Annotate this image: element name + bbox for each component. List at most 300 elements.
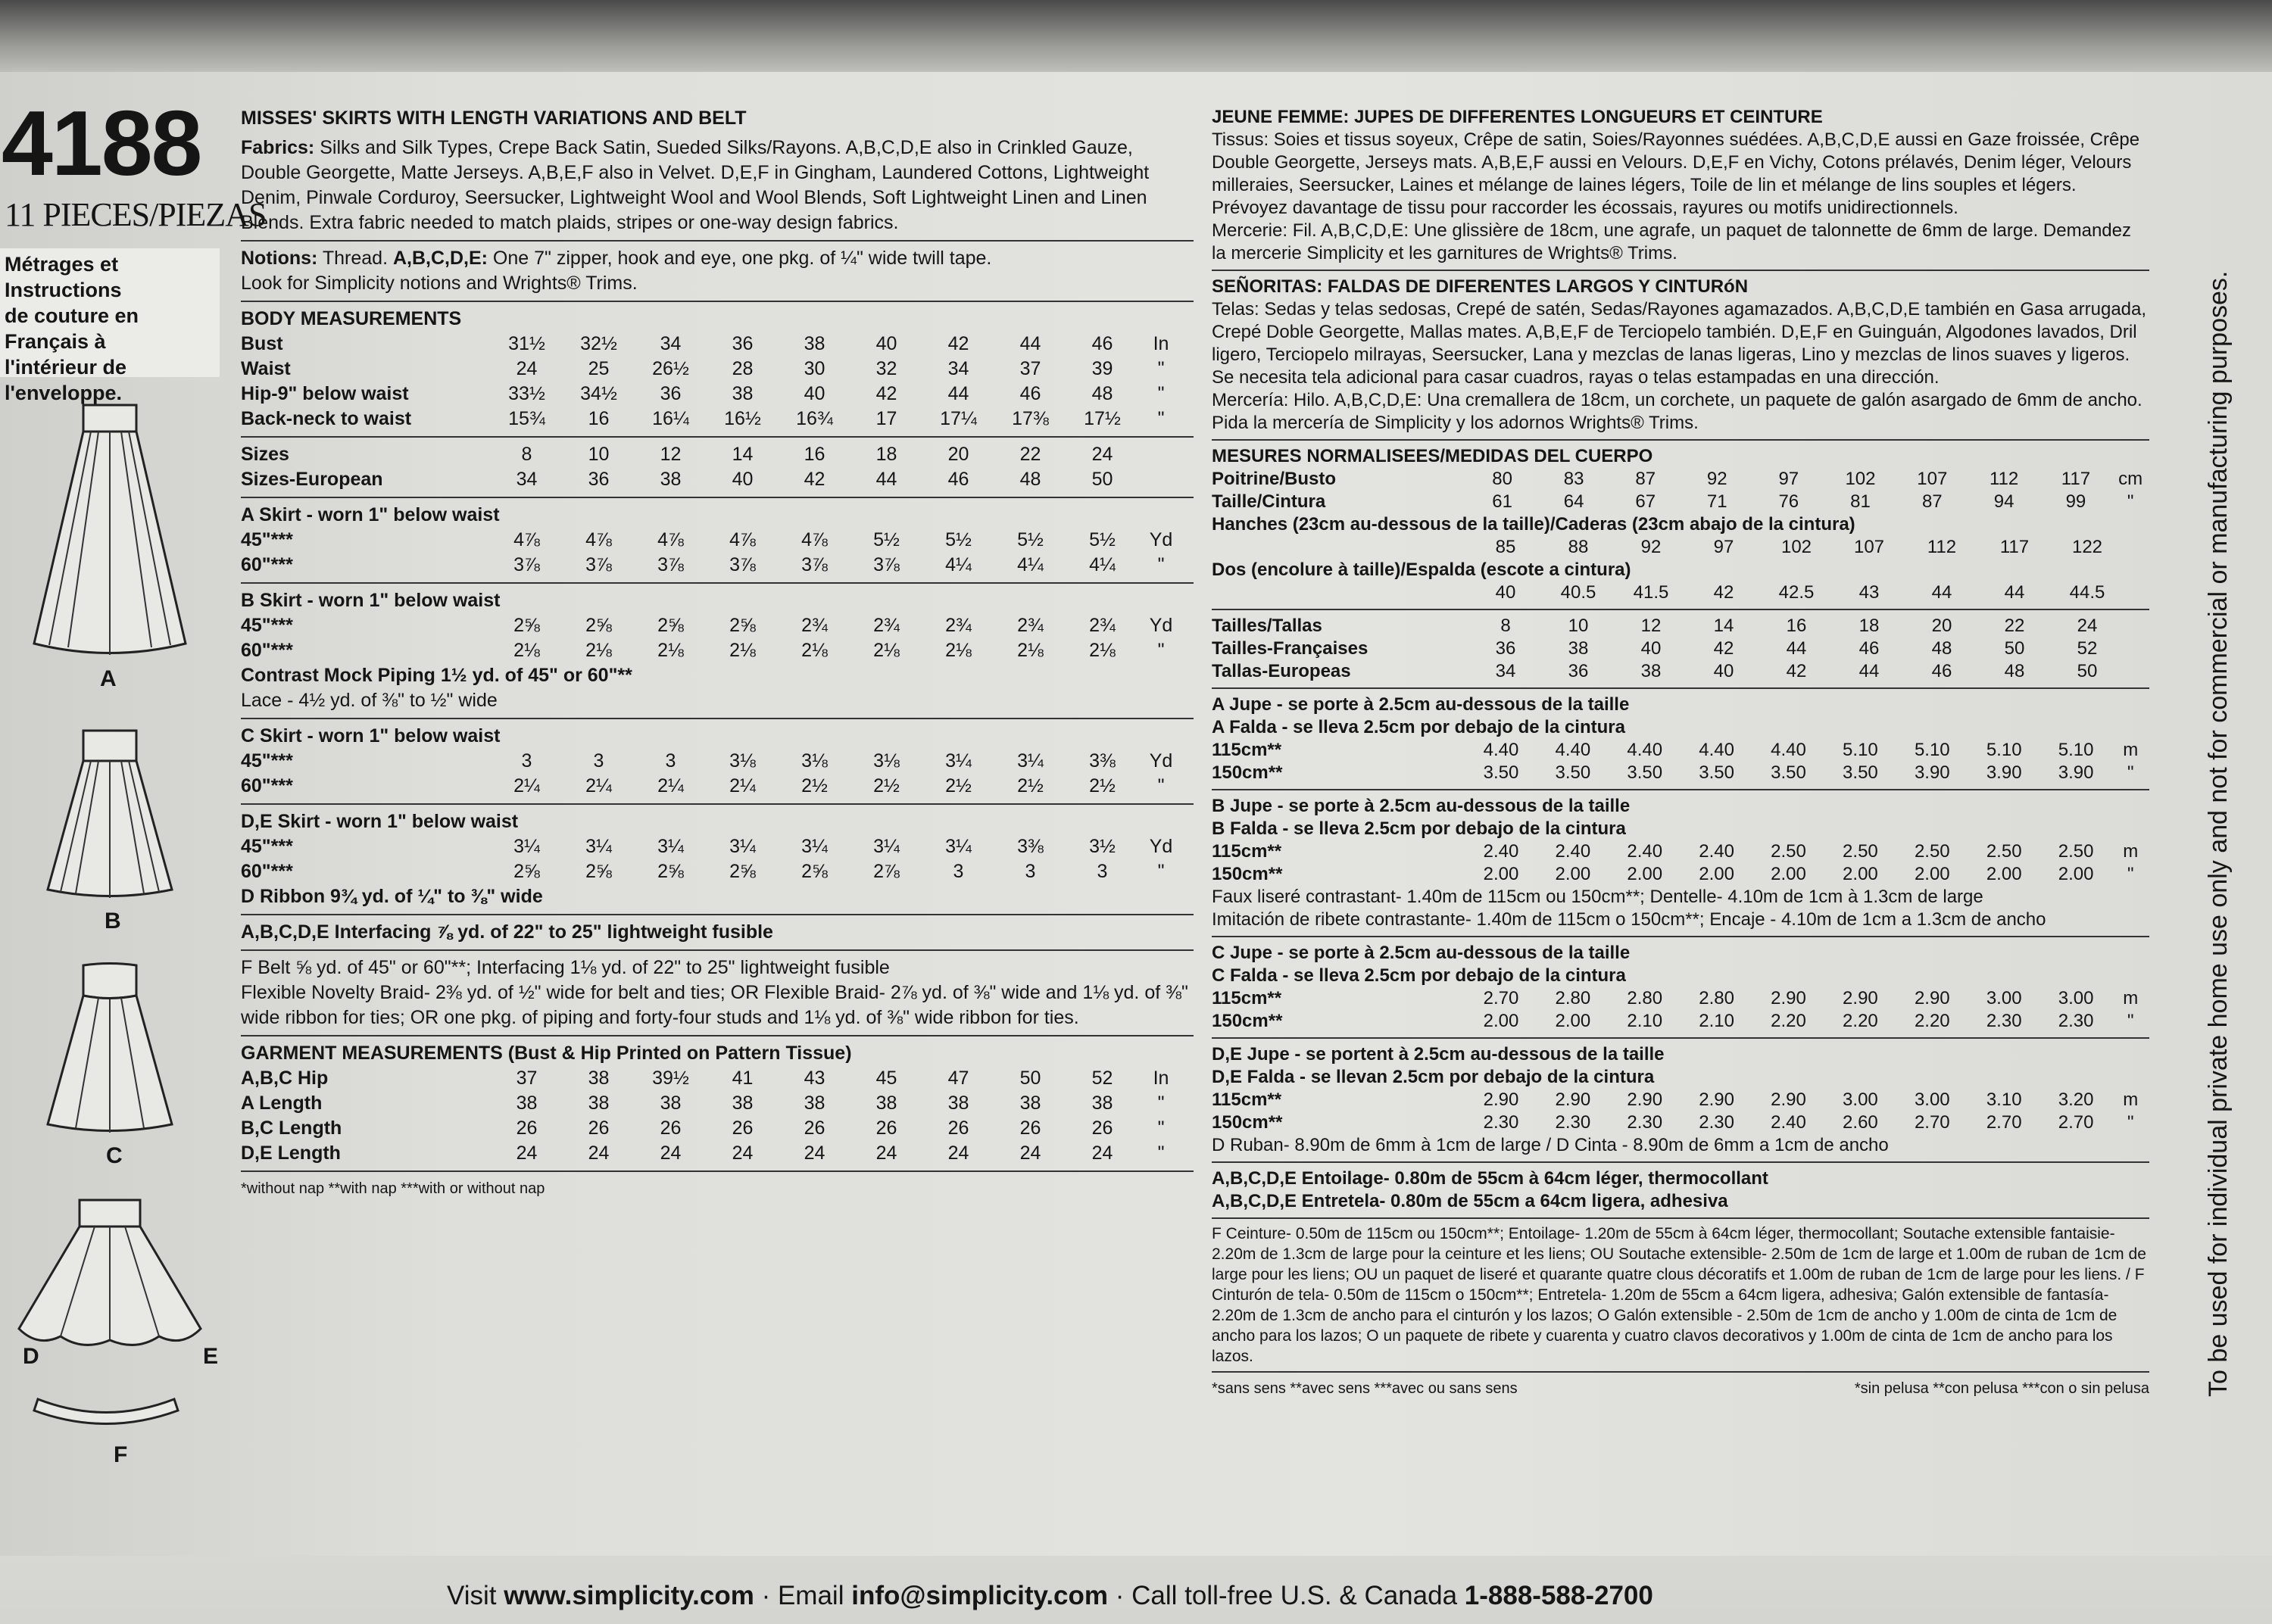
view-header: C Falda - se lleva 2.5cm por debajo de la cintura — [1212, 965, 1626, 986]
row-value: 3¼ — [657, 836, 684, 857]
view-header: D,E Skirt - worn 1" below waist — [241, 811, 519, 832]
row-value: 48 — [1091, 383, 1113, 404]
row-value: 2⅝ — [657, 615, 684, 636]
row-value: 33½ — [508, 383, 545, 404]
row-value: 5.10 — [1914, 740, 1950, 760]
view-label-e: E — [203, 1344, 219, 1369]
measure-row — [241, 774, 1184, 799]
row-value: 2¾ — [801, 615, 828, 636]
row-value: 31½ — [508, 333, 545, 354]
row-value: 24 — [2077, 616, 2098, 636]
row-unit: " — [1157, 775, 1165, 796]
row-value: 102 — [1780, 537, 1812, 557]
row-value: 38 — [660, 469, 682, 490]
row-value: 2½ — [1089, 775, 1116, 796]
row-value: 47 — [947, 1068, 969, 1089]
row-label: Waist — [241, 358, 291, 379]
row-value: 24 — [804, 1142, 825, 1164]
row-value: 46 — [947, 469, 969, 490]
row-value: 2.90 — [1843, 988, 1878, 1008]
row-value: 38 — [588, 1068, 610, 1089]
measure-row — [1212, 660, 2124, 683]
footer-email-pre: · Email — [754, 1581, 852, 1610]
row-value: 24 — [732, 1142, 754, 1164]
row-value: 61 — [1492, 491, 1512, 512]
footer-email-link[interactable]: info@simplicity.com — [851, 1581, 1109, 1610]
row-value: 2.90 — [1555, 1089, 1591, 1110]
row-label: B,C Length — [241, 1117, 342, 1139]
telas-paragraph: Telas: Sedas y telas sedosas, Crepé de satén, Sedas/Rayones agamazados. A,B,C,D,E también en Gasa arrugada, Crepé Doble Georgette, Mallas mates. A,B,E,F de Terciopelo también. D,E,F en Guinguán, Algodones lavados, Dril ligero, Terciopelo milrayas, Seersucker, Lana y mezclas de lanas ligeras, Lino y mezclas de linos suaves y ligeros. Se necesita tela adicional para casar cuadros, rayas o telas estampadas en una dirección. — [1212, 299, 2147, 388]
row-value: 2⅝ — [657, 861, 684, 882]
row-unit: " — [1157, 861, 1165, 882]
row-value: 92 — [1706, 469, 1727, 489]
row-unit: m — [2123, 740, 2139, 760]
row-value: 2.30 — [1699, 1112, 1734, 1133]
row-value: 32 — [875, 358, 897, 379]
row-value: 12 — [1640, 616, 1662, 636]
row-value: 3.50 — [1555, 762, 1591, 783]
row-unit: " — [1157, 1142, 1165, 1164]
row-value: 39 — [1091, 358, 1113, 379]
row-value: 80 — [1492, 469, 1512, 489]
row-value: 2.30 — [1483, 1112, 1519, 1133]
row-label: 45"*** — [241, 836, 293, 857]
row-value: 97 — [1713, 537, 1734, 557]
view-header: D,E Falda - se llevan 2.5cm por debajo de la cintura — [1212, 1067, 1655, 1087]
fabrics-text: Silks and Silk Types, Crepe Back Satin, Sueded Silks/Rayons. A,B,C,D,E also in Crinkled Gauze, Double Georgette, Matte Jerseys. A,B,E,F also in Velvet. D,E,F in Gingham, Laundered Cottons, Lightweight Denim, Pinwale Corduroy, Seersucker, Lightweight Wool and Wool Blends, Soft Lightweight Linen and Linen Blends. Extra fabric needed to match plaids, stripes or one-way design fabrics. — [241, 137, 1150, 233]
row-value: 2⅛ — [585, 640, 612, 661]
row-unit: " — [1157, 554, 1165, 575]
row-value: 2.70 — [1483, 988, 1519, 1008]
row-value: 3¼ — [801, 836, 828, 857]
row-value: 40 — [1640, 638, 1662, 659]
row-value: 4.40 — [1699, 740, 1734, 760]
row-value: 36 — [660, 383, 682, 404]
row-label: 45"*** — [241, 529, 293, 550]
row-value: 40.5 — [1560, 582, 1596, 603]
row-value: 42 — [1713, 638, 1734, 659]
row-value: 5½ — [1089, 529, 1116, 550]
row-value: 2⅝ — [729, 861, 756, 882]
row-label: 60"*** — [241, 554, 293, 575]
french-footnotes — [1212, 1371, 2149, 1400]
row-value: 97 — [1778, 469, 1799, 489]
hanches-label: Hanches (23cm au-dessous de la taille)/Caderas (23cm abajo de la cintura) — [1212, 514, 1855, 535]
row-value: 44 — [1786, 638, 1807, 659]
row-value: 26 — [660, 1117, 682, 1139]
view-header: C Jupe - se porte à 2.5cm au-dessous de la taille — [1212, 943, 1631, 963]
entoilage-notes — [1212, 1161, 2149, 1213]
row-value: 38 — [1019, 1093, 1041, 1114]
row-value: 34 — [947, 358, 969, 379]
row-value: 38 — [875, 1093, 897, 1114]
row-unit: cm — [2118, 469, 2143, 489]
footer-phone: 1-888-588-2700 — [1464, 1581, 1653, 1610]
row-value: 2.10 — [1627, 1011, 1663, 1031]
view-label-c: C — [106, 1143, 123, 1168]
row-unit: Yd — [1149, 615, 1173, 636]
row-label: 150cm** — [1212, 1011, 1283, 1031]
mercerie-paragraph: Mercerie: Fil. A,B,C,D,E: Une glissière de 18cm, une agrafe, un paquet de talonnette de 6mm de large. Demandez la mercerie Simplicity et les garnitures de Wrights® Trims. — [1212, 220, 2131, 263]
row-value: 8 — [1500, 616, 1511, 636]
row-value: 17¼ — [940, 408, 977, 429]
footer-visit: Visit — [447, 1581, 504, 1610]
row-value: 26 — [516, 1117, 538, 1139]
row-unit: " — [2127, 864, 2134, 884]
view-header: A Skirt - worn 1" below waist — [241, 504, 500, 525]
merceria-paragraph: Mercería: Hilo. A,B,C,D,E: Una cremallera de 18cm, un corchete, un paquete de galón asargado de 6mm de ancho. Pida la mercería de Simplicity y los adornos Wrights® Trims. — [1212, 390, 2142, 433]
notions-text-2: One 7" zipper, hook and eye, one pkg. of ¼" wide twill tape. — [487, 248, 992, 269]
row-value: 24 — [588, 1142, 610, 1164]
row-value: 16 — [804, 444, 825, 465]
footnote-fr: *sans sens **avec sens ***avec ou sans sens — [1212, 1380, 1518, 1397]
row-unit — [1138, 467, 1184, 492]
view-extra-note: Lace - 4½ yd. of ⅜" to ½" wide — [241, 690, 498, 711]
view-label-b: B — [105, 909, 121, 934]
footer-contact — [447, 1581, 1653, 1611]
row-value: 76 — [1778, 491, 1799, 512]
row-value: 38 — [660, 1093, 682, 1114]
row-value: 46 — [1019, 383, 1041, 404]
row-value: 46 — [1931, 661, 1952, 681]
row-value: 43 — [1858, 582, 1880, 603]
row-value: 38 — [732, 1093, 754, 1114]
row-value: 2.80 — [1627, 988, 1663, 1008]
measure-row — [241, 1116, 1184, 1141]
measure-row — [1212, 840, 2149, 863]
row-value: 39½ — [652, 1068, 689, 1089]
row-value: 17⅜ — [1012, 408, 1049, 429]
row-value: 3.90 — [1914, 762, 1950, 783]
row-value: 18 — [875, 444, 897, 465]
row-value: 15¾ — [508, 408, 545, 429]
row-value: 28 — [732, 358, 754, 379]
row-value: 18 — [1858, 616, 1880, 636]
measure-row — [1212, 536, 2124, 559]
row-value: 83 — [1563, 469, 1584, 489]
row-value: 3¼ — [945, 750, 972, 771]
row-value: 40 — [1713, 661, 1734, 681]
row-value: 4¼ — [1089, 554, 1116, 575]
row-value: 24 — [947, 1142, 969, 1164]
row-label: 115cm** — [1212, 1089, 1282, 1110]
measure-row — [241, 859, 1184, 884]
row-value: 46 — [1858, 638, 1880, 659]
view-yardage — [241, 803, 1194, 909]
row-label: 45"*** — [241, 750, 293, 771]
row-value: 42 — [947, 333, 969, 354]
row-value: 25 — [588, 358, 610, 379]
row-value: 3⅞ — [729, 554, 756, 575]
english-title: MISSES' SKIRTS WITH LENGTH VARIATIONS AND BELT — [241, 108, 747, 129]
belt-notes — [241, 949, 1194, 1030]
row-value: 2¼ — [729, 775, 756, 796]
metric-measurements-table — [1212, 468, 2149, 513]
row-value: 20 — [947, 444, 969, 465]
row-value: 2.00 — [1771, 864, 1806, 884]
belt-notes-fr: F Ceinture- 0.50m de 115cm ou 150cm**; Entoilage- 1.20m de 55cm à 64cm léger, thermocollant; Soutache extensible fantaisie- 2.20m de 1.3cm de large pour la ceinture et les liens; OU Soutache extensible- 2.50m de 1cm de large et 1.00m de ruban de 1cm de large pour les liens; OU un paquet de liseré et quarante quatre clous décoratifs et 1.00m de ruban de 1cm de large pour les liens. / F Cinturón de tela- 0.50m de 115cm o 150cm**; Entretela- 1.20m de 55cm a 64cm ligera, adhesiva; Galón extensible de fantasía- 2.20m de 1.3cm de ancho para el cinturón y los lazos; O Galón extensible - 2.50m de 1cm de ancho y 1.00m de cinta de 1cm de ancho para los lazos; O un paquete de ribete y cuarenta y cuatro clavos decorativos y 1.00m de cinta de 1cm de ancho para los lazos. — [1212, 1217, 2149, 1367]
footnote-es: *sin pelusa **con pelusa ***con o sin pelusa — [1854, 1380, 2149, 1397]
row-value: 2.40 — [1771, 1112, 1806, 1133]
row-value: 10 — [588, 444, 610, 465]
row-label: 60"*** — [241, 861, 293, 882]
sizes-section — [241, 436, 1194, 492]
row-value: 2.00 — [1555, 1011, 1591, 1031]
row-value: 44 — [1931, 582, 1952, 603]
row-value: 14 — [1713, 616, 1734, 636]
row-value: 3¼ — [1017, 750, 1044, 771]
footer-url-link[interactable]: www.simplicity.com — [504, 1581, 754, 1610]
row-value: 24 — [660, 1142, 682, 1164]
row-value: 2.40 — [1627, 841, 1663, 862]
body-measurements-header: BODY MEASUREMENTS — [241, 308, 462, 329]
row-value: 38 — [804, 1093, 825, 1114]
row-unit: " — [2127, 1011, 2134, 1031]
view-header: B Falda - se lleva 2.5cm por debajo de la cintura — [1212, 818, 1626, 839]
row-value: 22 — [1019, 444, 1041, 465]
row-value: 37 — [1019, 358, 1041, 379]
measure-row — [1212, 1089, 2149, 1111]
row-value: 24 — [1019, 1142, 1041, 1164]
row-value: 4⅞ — [657, 529, 684, 550]
row-value: 2¾ — [1017, 615, 1044, 636]
row-value: 2.30 — [1986, 1011, 2022, 1031]
measure-row — [1212, 1010, 2149, 1033]
row-value: 2⅞ — [873, 861, 900, 882]
row-value: 2.20 — [1914, 1011, 1950, 1031]
row-value: 16 — [1786, 616, 1807, 636]
row-value: 3.00 — [1914, 1089, 1950, 1110]
measure-row — [241, 467, 1184, 492]
row-unit: " — [1157, 408, 1165, 429]
row-value: 24 — [875, 1142, 897, 1164]
row-value: 4.40 — [1771, 740, 1806, 760]
row-value: 92 — [1640, 537, 1662, 557]
view-metrage — [1212, 1037, 2149, 1157]
view-header: D,E Jupe - se portent à 2.5cm au-dessous de la taille — [1212, 1044, 1665, 1064]
row-value: 2¾ — [945, 615, 972, 636]
view-extra-note: D Ruban- 8.90m de 6mm à 1cm de large / D Cinta - 8.90m de 6mm a 1cm de ancho — [1212, 1135, 1889, 1155]
measure-row — [241, 528, 1184, 553]
row-value: 3⅞ — [801, 554, 828, 575]
measure-row — [1212, 468, 2149, 491]
row-value: 48 — [1931, 638, 1952, 659]
row-unit: m — [2123, 841, 2139, 862]
entoilage-note: A,B,C,D,E Entoilage- 0.80m de 55cm à 64cm léger, thermocollant — [1212, 1168, 1768, 1189]
row-value: 2.40 — [1483, 841, 1519, 862]
measure-row — [1212, 1111, 2149, 1134]
row-value: 2.50 — [2058, 841, 2094, 862]
footer-call: · Call toll-free U.S. & Canada — [1108, 1581, 1465, 1610]
fabrics-paragraph — [241, 136, 1194, 235]
row-value: 2.00 — [1555, 864, 1591, 884]
row-value: 5½ — [1017, 529, 1044, 550]
row-value: 3⅛ — [873, 750, 900, 771]
row-value: 48 — [1019, 469, 1041, 490]
row-value: 88 — [1568, 537, 1589, 557]
row-value: 2¾ — [873, 615, 900, 636]
interfacing-note: A,B,C,D,E Interfacing ⅞ yd. of 22" to 25" lightweight fusible — [241, 914, 1194, 945]
row-value: 81 — [1850, 491, 1871, 512]
row-value: 3¼ — [945, 836, 972, 857]
view-extra-note: Faux liseré contrastant- 1.40m de 115cm ou 150cm**; Dentelle- 4.10m de 1cm à 1.3cm de large — [1212, 887, 1983, 907]
measure-row — [241, 834, 1184, 859]
row-label: Sizes — [241, 444, 289, 465]
row-unit: m — [2123, 1089, 2139, 1110]
view-extra-note: Imitación de ribete contrastante- 1.40m de 115cm o 150cm**; Encaje - 4.10m de 1cm a 1.3cm de ancho — [1212, 909, 2046, 930]
french-note-line: Métrages et Instructions — [5, 253, 122, 301]
measure-row — [241, 638, 1184, 663]
row-value: 38 — [1091, 1093, 1113, 1114]
row-label: D,E Length — [241, 1142, 341, 1164]
french-note-line: l'enveloppe. — [5, 382, 122, 404]
row-value: 4¼ — [1017, 554, 1044, 575]
metric-measurements — [1212, 439, 2149, 604]
skirt-b-sketch — [42, 727, 178, 905]
view-label-a: A — [100, 666, 117, 691]
row-unit: " — [1157, 383, 1165, 404]
row-label: Taille/Cintura — [1212, 491, 1326, 512]
row-value: 38 — [732, 383, 754, 404]
row-value: 87 — [1635, 469, 1656, 489]
row-value: 107 — [1853, 537, 1885, 557]
french-spanish-column — [1212, 106, 2149, 1400]
row-value: 2½ — [945, 775, 972, 796]
piece-count: 11 PIECES/PIEZAS — [5, 196, 267, 233]
row-value: 26 — [588, 1117, 610, 1139]
tissus-paragraph: Tissus: Soies et tissus soyeux, Crêpe de satin, Soies/Rayonnes suédées. A,B,C,D,E aussi en Gaze froissée, Crêpe Double Georgette, Jerseys mats. A,B,E,F aussi en Velours. D,E,F en Vichy, Cotons prélavés, Denim léger, Velours milleraies, Seersucker, Laines et mélange de laines légers, Toile de lin et mélange de lins souples et légers. Prévoyez davantage de tissu pour raccorder les écossais, rayures ou motifs unidirectionnels. — [1212, 129, 2140, 218]
measure-row — [241, 749, 1184, 774]
row-value: 44 — [1019, 333, 1041, 354]
row-value: 67 — [1635, 491, 1656, 512]
view-header: B Skirt - worn 1" below waist — [241, 590, 501, 611]
row-label: Tallas-Europeas — [1212, 661, 1351, 681]
row-value: 3 — [665, 750, 676, 771]
notions-paragraph — [241, 240, 1194, 296]
row-value: 3⅛ — [729, 750, 756, 771]
notions-text-3: Look for Simplicity notions and Wrights® Trims. — [241, 273, 638, 294]
row-value: 2.20 — [1771, 1011, 1806, 1031]
row-label: 60"*** — [241, 775, 293, 796]
row-value: 2⅛ — [657, 640, 684, 661]
measure-row — [241, 613, 1184, 638]
skirt-a-sketch — [30, 401, 189, 662]
row-label: 45"*** — [241, 615, 293, 636]
row-label: 115cm** — [1212, 841, 1282, 862]
row-value: 52 — [1091, 1068, 1113, 1089]
skirt-de-sketch — [15, 1196, 204, 1359]
pattern-number: 4188 — [2, 92, 201, 195]
row-value: 2.90 — [1699, 1089, 1734, 1110]
notions-text: Thread. — [317, 248, 393, 269]
row-value: 2.90 — [1483, 1089, 1519, 1110]
row-value: 2¾ — [1089, 615, 1116, 636]
row-value: 52 — [2077, 638, 2098, 659]
row-label: 115cm** — [1212, 740, 1282, 760]
row-value: 17½ — [1084, 408, 1121, 429]
row-value: 2.50 — [1986, 841, 2022, 862]
french-note-line: de couture en Français à — [5, 304, 139, 353]
row-label: Tailles-Françaises — [1212, 638, 1369, 659]
row-value: 3.10 — [1986, 1089, 2022, 1110]
row-value: 94 — [1993, 491, 2015, 512]
row-value: 3⅜ — [1089, 750, 1116, 771]
row-value: 2.90 — [1914, 988, 1950, 1008]
row-value: 8 — [521, 444, 532, 465]
row-value: 2.30 — [1627, 1112, 1663, 1133]
row-value: 48 — [2004, 661, 2025, 681]
row-label: Poitrine/Busto — [1212, 469, 1337, 489]
metric-measurements-header: MESURES NORMALISEES/MEDIDAS DEL CUERPO — [1212, 446, 1653, 466]
view-yardage-table — [241, 528, 1184, 578]
view-yardage — [241, 718, 1194, 799]
view-metrage-table — [1212, 739, 2149, 784]
row-value: 20 — [1931, 616, 1952, 636]
row-value: 2.40 — [1555, 841, 1591, 862]
row-value: 12 — [660, 444, 682, 465]
measure-row — [1212, 491, 2149, 513]
row-value: 26 — [875, 1117, 897, 1139]
row-value: 26½ — [652, 358, 689, 379]
row-label: A,B,C Hip — [241, 1068, 329, 1089]
view-yardage-table — [241, 834, 1184, 884]
garment-measurements-header: GARMENT MEASUREMENTS (Bust & Hip Printed on Pattern Tissue) — [241, 1043, 852, 1064]
row-value: 16¾ — [796, 408, 833, 429]
row-value: 2.60 — [1843, 1112, 1878, 1133]
row-value: 5.10 — [2058, 740, 2094, 760]
row-value: 50 — [1019, 1068, 1041, 1089]
row-value: 30 — [804, 358, 825, 379]
row-value: 3.50 — [1699, 762, 1734, 783]
row-value: 2.30 — [2058, 1011, 2094, 1031]
view-metrage-table — [1212, 987, 2149, 1033]
row-value: 38 — [1568, 638, 1589, 659]
spanish-title: SEÑORITAS: FALDAS DE DIFERENTES LARGOS Y CINTURóN — [1212, 270, 2149, 298]
row-value: 4.40 — [1483, 740, 1519, 760]
measure-row — [241, 407, 1184, 432]
row-value: 2.50 — [1843, 841, 1878, 862]
row-value: 5½ — [873, 529, 900, 550]
row-value: 34½ — [580, 383, 617, 404]
row-label: Bust — [241, 333, 283, 354]
row-value: 24 — [1091, 1142, 1113, 1164]
row-value: 46 — [1091, 333, 1113, 354]
row-value: 50 — [2077, 661, 2098, 681]
view-header: A Jupe - se porte à 2.5cm au-dessous de la taille — [1212, 694, 1630, 715]
row-value: 3.90 — [1986, 762, 2022, 783]
measure-row — [241, 332, 1184, 357]
notions-label: Notions: — [241, 248, 318, 269]
row-value: 3⅞ — [657, 554, 684, 575]
row-unit — [1138, 442, 1184, 467]
garment-measurements — [241, 1035, 1194, 1166]
row-value: 3⅛ — [801, 750, 828, 771]
row-value: 43 — [804, 1068, 825, 1089]
row-value: 3.00 — [2058, 988, 2094, 1008]
row-value: 26 — [1019, 1117, 1041, 1139]
row-value: 4.40 — [1627, 740, 1663, 760]
row-value: 2.50 — [1914, 841, 1950, 862]
row-value: 2⅝ — [513, 615, 540, 636]
row-value: 2.80 — [1555, 988, 1591, 1008]
row-value: 4.40 — [1555, 740, 1591, 760]
row-value: 22 — [2004, 616, 2025, 636]
row-unit: Yd — [1149, 836, 1173, 857]
row-value: 14 — [732, 444, 754, 465]
row-value: 40 — [875, 333, 897, 354]
measure-row — [1212, 762, 2149, 784]
row-value: 44 — [1858, 661, 1880, 681]
